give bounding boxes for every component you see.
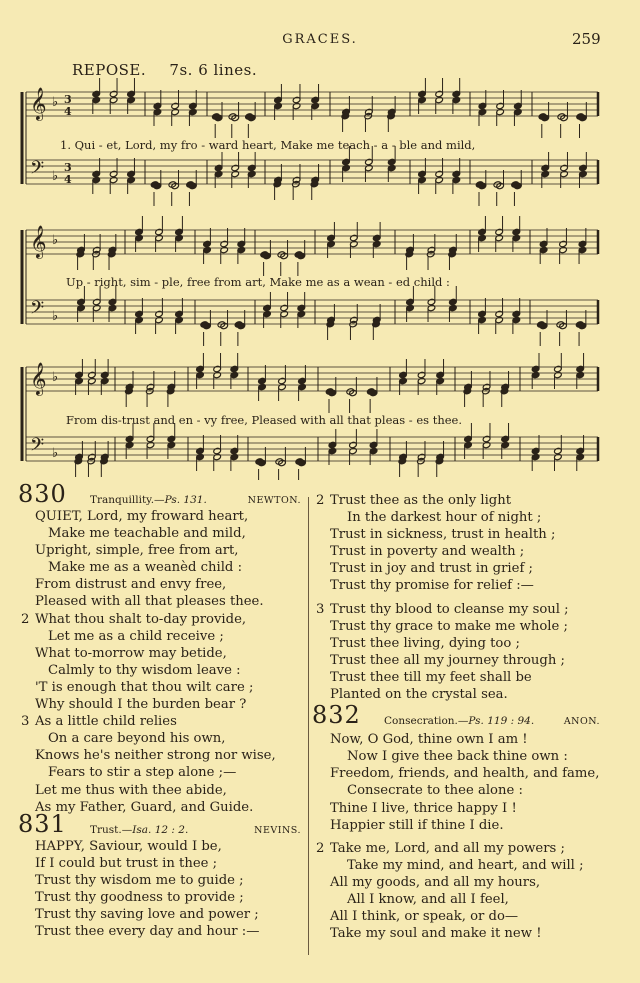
verse-line: All I know, and all I feel, <box>347 891 509 907</box>
verse-line: Why should I the burden bear ? <box>35 697 247 713</box>
verse-line: Trust thee till my feet shall be <box>330 669 532 685</box>
time-signature: 3 <box>64 161 72 174</box>
time-signature: 4 <box>64 105 72 118</box>
verse-line: Trust thee living, dying too ; <box>330 635 520 651</box>
flat-icon: ♭ <box>52 169 59 184</box>
verse-line: All I think, or speak, or do— <box>330 909 519 925</box>
hymn-author: ANON. <box>563 716 600 728</box>
verse-line: If I could but trust in thee ; <box>35 855 218 871</box>
verse-line: Trust thee every day and hour :— <box>35 924 260 940</box>
hymn-830-text <box>18 508 301 816</box>
verse-number: 3 <box>21 714 30 730</box>
hymn-831-heading <box>18 809 301 844</box>
hymn-831-text-part1 <box>18 838 301 941</box>
verse-line: 2 What thou shalt to-day provide, <box>21 611 247 627</box>
verse-line: On a care beyond his own, <box>48 731 226 747</box>
verse-line: Make me teachable and mild, <box>48 526 246 542</box>
verse-line: Thine I live, thrice happy I ! <box>330 800 517 816</box>
time-signature: 3 <box>64 93 72 106</box>
verse-line: 2 Take me, Lord, and all my powers ; <box>316 840 565 856</box>
hymn-830-heading <box>18 480 301 514</box>
verse-line: Trust thy grace to make me whole ; <box>330 618 568 634</box>
verse-line: Let me thus with thee abide, <box>35 782 227 798</box>
verse-number: 2 <box>316 493 325 508</box>
verse-line: Trust in poverty and wealth ; <box>330 544 525 560</box>
bass-clef-icon: 𝄢 <box>30 298 45 323</box>
verse-line: Pleased with all that pleases thee. <box>35 594 264 610</box>
verse-line: In the darkest hour of night ; <box>347 510 542 526</box>
bass-clef-icon: 𝄢 <box>30 435 45 460</box>
verse-line: Trust thy promise for relief :— <box>330 578 534 594</box>
verse-line: 2 Trust thee as the only light <box>316 493 512 508</box>
verse-number: 2 <box>21 611 30 627</box>
verse-line: QUIET, Lord, my froward heart, <box>35 509 249 524</box>
hymn-number: 832 <box>312 701 361 730</box>
time-signature: 4 <box>64 173 72 186</box>
lyric-line-1: 1. Qui - et, Lord, my fro - ward heart, Make me teach - a - ble and mild, <box>60 138 476 152</box>
column-divider <box>308 497 309 955</box>
hymn-number: 830 <box>18 480 67 508</box>
flat-icon: ♭ <box>52 309 59 324</box>
bass-clef-icon: 𝄢 <box>30 158 45 183</box>
verse-line: Knows he's neither strong nor wise, <box>35 748 276 764</box>
verse-line: Let me as a child receive ; <box>48 628 224 644</box>
verse-line: Now I give thee back thine own : <box>347 749 568 765</box>
flat-icon: ♭ <box>52 370 59 385</box>
verse-line: From distrust and envy free, <box>35 577 227 593</box>
verse-line: Trust in joy and trust in grief ; <box>330 561 533 577</box>
verse-line: Trust thy goodness to provide ; <box>35 889 244 905</box>
verse-line: As my Father, Guard, and Guide. <box>35 799 254 815</box>
flat-icon: ♭ <box>52 446 59 461</box>
treble-clef-icon: 𝄞 <box>30 362 47 395</box>
verse-line: Happier still if thine I die. <box>330 817 504 833</box>
tune-meter: 7s. 6 lines. <box>169 61 258 79</box>
left-column <box>18 480 301 940</box>
verse-line: 3 As a little child relies <box>21 714 177 730</box>
verse-line: Planted on the crystal sea. <box>330 687 508 703</box>
hymn-title: Trust.—Isa. 12 : 2. <box>90 823 189 836</box>
music-score <box>0 0 640 480</box>
verse-line: Trust thee all my journey through ; <box>330 652 565 668</box>
hymn-author: NEVINS. <box>254 824 301 836</box>
verse-line: What to-morrow may betide, <box>35 645 227 661</box>
verse-line: Calmly to thy wisdom leave : <box>48 662 241 678</box>
hymn-832-heading <box>312 701 600 735</box>
verse-line: HAPPY, Saviour, would I be, <box>35 838 222 854</box>
verse-number: 2 <box>316 840 325 856</box>
verse-line: Consecrate to thee alone : <box>347 783 523 799</box>
verse-line: Upright, simple, free from art, <box>35 543 239 559</box>
hymn-number: 831 <box>18 809 67 838</box>
verse-line: Trust in sickness, trust in health ; <box>330 527 556 543</box>
hymn-831-text-part2 <box>316 492 600 703</box>
hymn-title: Tranquillity.—Ps. 131. <box>90 494 207 506</box>
flat-icon: ♭ <box>52 233 59 248</box>
tune-name: REPOSE. <box>72 61 147 79</box>
verse-line: 3 Trust thy blood to cleanse my soul ; <box>316 601 569 617</box>
flat-icon: ♭ <box>52 95 59 110</box>
section-title: GRACES. <box>282 32 358 47</box>
verse-line: Trust thy wisdom me to guide ; <box>35 872 244 888</box>
verse-line: Freedom, friends, and health, and fame, <box>330 766 600 782</box>
hymn-832-text <box>316 731 600 942</box>
page-number: 259 <box>572 30 601 48</box>
treble-clef-icon: 𝄞 <box>30 225 47 258</box>
verse-line: Make me as a weanèd child : <box>48 560 243 576</box>
hymn-author: NEWTON. <box>247 495 301 506</box>
verse-line: Trust thy saving love and power ; <box>35 907 259 923</box>
hymn-title: Consecration.—Ps. 119 : 94. <box>384 715 535 728</box>
verse-line: Take my mind, and heart, and will ; <box>347 857 584 873</box>
lyric-line-3: From dis-trust and en - vy free, Pleased with all that pleas - es thee. <box>66 413 462 427</box>
verse-line: Now, O God, thine own I am ! <box>330 732 528 748</box>
treble-clef-icon: 𝄞 <box>30 87 47 120</box>
verse-line: Take my soul and make it new ! <box>330 926 542 942</box>
verse-line: All my goods, and all my hours, <box>330 874 541 890</box>
verse-line: Fears to stir a step alone ;— <box>48 765 237 781</box>
verse-number: 3 <box>316 601 325 617</box>
right-column <box>312 492 600 942</box>
verse-line: 'T is enough that thou wilt care ; <box>35 679 254 695</box>
lyric-line-2: Up - right, sim - ple, free from art, Make me as a wean - ed child : <box>66 275 450 289</box>
